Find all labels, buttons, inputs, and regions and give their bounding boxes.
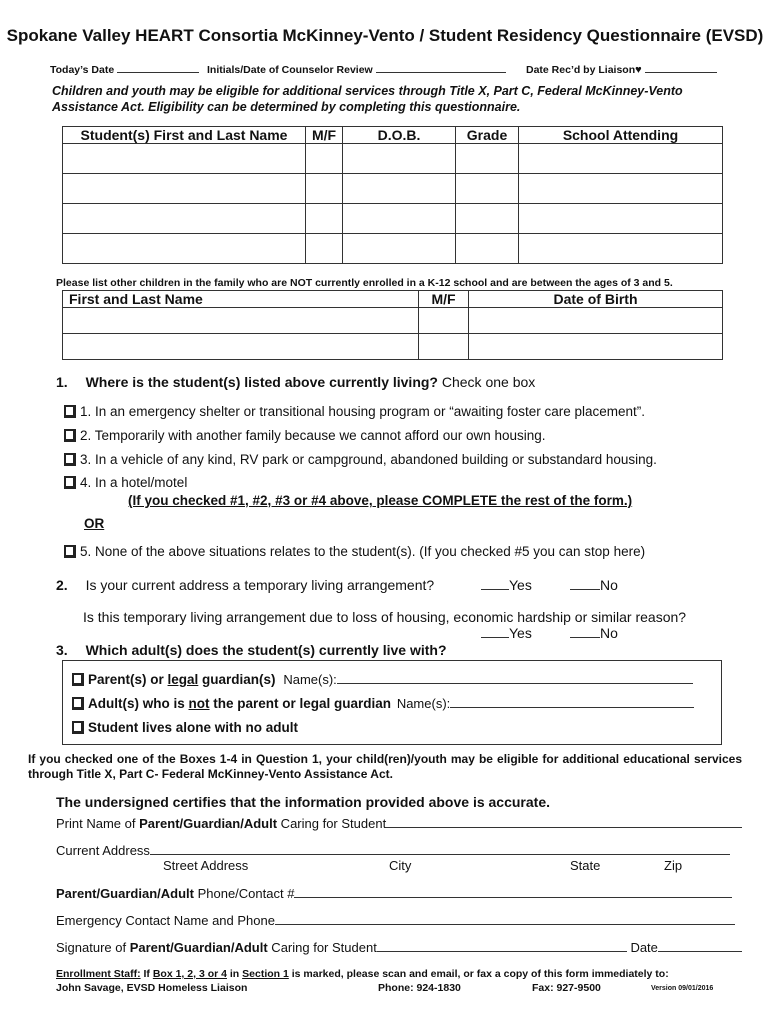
street-address-label: Street Address xyxy=(163,858,249,873)
q2-yes-label: Yes xyxy=(509,577,532,593)
q3-opt2-not: not xyxy=(188,696,210,711)
question-3 xyxy=(56,642,447,658)
print-name-label: Print Name of xyxy=(56,816,140,831)
todays-date-field[interactable] xyxy=(50,61,199,76)
signature-pga: Parent/Guardian/Adult xyxy=(129,940,268,955)
q2-no-label: No xyxy=(600,577,618,593)
q2-followup-yes-field[interactable] xyxy=(481,625,532,641)
checkbox-icon[interactable] xyxy=(72,721,84,734)
phone-contact-line xyxy=(294,886,732,898)
q2-followup-no-field[interactable] xyxy=(570,625,618,641)
print-name-line xyxy=(386,816,742,828)
q2-no-field[interactable] xyxy=(570,577,618,593)
checkbox-icon[interactable] xyxy=(64,453,76,466)
col-grade: Grade xyxy=(456,127,519,144)
q2-followup-yes-line xyxy=(481,626,509,638)
other-children-note: Please list other children in the family who are NOT currently enrolled in a K-12 school and are between the ages of 3 and 5. xyxy=(56,277,673,289)
q1-option-3[interactable] xyxy=(64,452,657,467)
date-recd-field[interactable] xyxy=(526,61,717,76)
table-row[interactable] xyxy=(63,334,723,360)
q2-no-line xyxy=(570,578,600,590)
q1-number: 1. xyxy=(56,374,68,390)
checkbox-icon[interactable] xyxy=(72,697,84,710)
col-mf: M/F xyxy=(306,127,343,144)
q2-text: Is your current address a temporary living arrangement? xyxy=(85,577,435,593)
phone-contact-field[interactable] xyxy=(56,886,732,901)
q3-opt2-names-label: Name(s): xyxy=(396,696,451,711)
liaison-phone: Phone: 924-1830 xyxy=(378,982,461,994)
emergency-contact-field[interactable] xyxy=(56,913,735,928)
col-school: School Attending xyxy=(519,127,723,144)
q2-followup: Is this temporary living arrangement due to loss of housing, economic hardship or similar reason? xyxy=(83,609,687,625)
staff-label: Enrollment Staff: xyxy=(56,968,141,980)
question-1 xyxy=(56,374,535,390)
table-row[interactable] xyxy=(63,234,723,264)
students-table xyxy=(62,126,723,264)
col-first-last-name: First and Last Name xyxy=(63,291,419,308)
table-row[interactable] xyxy=(63,144,723,174)
checkbox-icon[interactable] xyxy=(64,429,76,442)
q1-option-5-label: 5. None of the above situations relates to the student(s). (If you checked #5 you can stop here) xyxy=(80,544,646,559)
q1-option-4-label: 4. In a hotel/motel xyxy=(80,475,188,490)
q2-followup-no-line xyxy=(570,626,600,638)
initials-label: Initials/Date of Counselor Review xyxy=(207,64,373,76)
certify-heading: The undersigned certifies that the information provided above is accurate. xyxy=(56,794,550,810)
q2-yes-field[interactable] xyxy=(481,577,532,593)
staff-section: Section 1 xyxy=(242,968,289,980)
q2-followup-no-label: No xyxy=(600,625,618,641)
other-children-table xyxy=(62,290,723,360)
initials-field[interactable] xyxy=(207,61,506,76)
signature-suffix: Caring for Student xyxy=(267,940,377,955)
q1-option-5[interactable] xyxy=(64,544,645,559)
or-divider: OR xyxy=(84,516,105,531)
q1-option-1[interactable] xyxy=(64,404,645,419)
q3-option-adult[interactable] xyxy=(72,696,694,711)
complete-note: (If you checked #1, #2, #3 or #4 above, please COMPLETE the rest of the form.) xyxy=(128,493,633,508)
checkbox-icon[interactable] xyxy=(64,545,76,558)
q1-option-2[interactable] xyxy=(64,428,546,443)
q3-opt1-names-line[interactable] xyxy=(337,672,693,684)
date-recd-label: Date Rec’d by Liaison xyxy=(526,64,636,76)
signature-label: Signature of xyxy=(56,940,130,955)
phone-contact-label: Phone/Contact # xyxy=(193,886,295,901)
q1-option-2-label: 2. Temporarily with another family because we cannot afford our own housing. xyxy=(80,428,546,443)
enrollment-staff-note xyxy=(56,968,669,980)
todays-date-line xyxy=(117,61,199,73)
signature-line xyxy=(377,940,627,952)
initials-line xyxy=(376,61,506,73)
q3-opt2-names-line[interactable] xyxy=(450,696,694,708)
col-other-mf: M/F xyxy=(419,291,469,308)
checkbox-icon[interactable] xyxy=(64,405,76,418)
q1-option-4[interactable] xyxy=(64,475,187,490)
current-address-line xyxy=(150,843,730,855)
q1-option-3-label: 3. In a vehicle of any kind, RV park or campground, abandoned building or substandard housing. xyxy=(80,452,657,467)
current-address-label: Current Address xyxy=(56,843,150,858)
signature-date-line xyxy=(658,940,742,952)
emergency-contact-line xyxy=(275,913,735,925)
q3-opt2-label: Adult(s) who is xyxy=(88,696,189,711)
col-dob: D.O.B. xyxy=(343,127,456,144)
q2-yes-line xyxy=(481,578,509,590)
table-row[interactable] xyxy=(63,204,723,234)
liaison-fax: Fax: 927-9500 xyxy=(532,982,601,994)
staff-instruction: is marked, please scan and email, or fax a copy of this form immediately to: xyxy=(288,968,669,980)
form-title: Spokane Valley HEART Consortia McKinney-Vento / Student Residency Questionnaire (EVSD) xyxy=(6,26,764,45)
q3-opt1-label: Parent(s) or xyxy=(88,672,168,687)
q2-followup-yes-label: Yes xyxy=(509,625,532,641)
staff-if: If xyxy=(140,968,153,980)
students-table-header xyxy=(63,127,723,144)
q3-text: Which adult(s) does the student(s) currently live with? xyxy=(85,642,447,658)
q3-opt2-rest: the parent or legal guardian xyxy=(209,696,392,711)
q3-option-alone[interactable] xyxy=(72,720,298,735)
q3-opt3-label: Student lives alone with no adult xyxy=(88,720,299,735)
intro-text: Children and youth may be eligible for additional services through Title X, Part C, Federal McKinney-Vento Assistance Act. Eligibility can be determined by completing this questionnaire. xyxy=(52,84,683,114)
table-row[interactable] xyxy=(63,308,723,334)
col-student-name: Student(s) First and Last Name xyxy=(63,127,306,144)
emergency-contact-label: Emergency Contact Name and Phone xyxy=(56,913,275,928)
version-label: Version 09/01/2016 xyxy=(651,985,714,992)
print-name-pga: Parent/Guardian/Adult xyxy=(139,816,278,831)
signature-date-label: Date xyxy=(630,940,658,955)
q3-opt1-legal: legal xyxy=(167,672,199,687)
staff-boxes: Box 1, 2, 3 or 4 xyxy=(152,968,227,980)
q3-number: 3. xyxy=(56,642,68,658)
q1-option-1-label: 1. In an emergency shelter or transitional housing program or “awaiting foster care placement”. xyxy=(80,404,646,419)
q3-opt1-names-label: Name(s): xyxy=(283,672,337,687)
checkbox-icon[interactable] xyxy=(72,673,84,686)
q3-option-parent[interactable] xyxy=(72,672,693,687)
zip-label: Zip xyxy=(664,858,683,873)
state-label: State xyxy=(570,858,601,873)
phone-pga: Parent/Guardian/Adult xyxy=(56,886,194,901)
col-date-of-birth: Date of Birth xyxy=(469,291,723,308)
q1-hint: Check one box xyxy=(441,374,536,390)
liaison-name: John Savage, EVSD Homeless Liaison xyxy=(56,982,248,994)
q2-number: 2. xyxy=(56,577,68,593)
signature-field[interactable] xyxy=(56,940,742,955)
staff-in: in xyxy=(226,968,243,980)
question-2 xyxy=(56,577,434,593)
eligibility-note: If you checked one of the Boxes 1-4 in Question 1, your child(ren)/youth may be eligible for additional educational services through Title X, Part C- Federal McKinney-Vento Assistance Act. xyxy=(28,752,742,781)
todays-date-label: Today’s Date xyxy=(50,64,115,76)
table-row[interactable] xyxy=(63,174,723,204)
checkbox-icon[interactable] xyxy=(64,476,76,489)
current-address-field[interactable] xyxy=(56,843,730,858)
other-table-header xyxy=(63,291,723,308)
q1-text: Where is the student(s) listed above currently living? xyxy=(85,374,438,390)
heart-icon: ♥ xyxy=(635,64,642,76)
q3-opt1-guardians: guardian(s) xyxy=(198,672,276,687)
date-recd-line xyxy=(645,61,717,73)
city-label: City xyxy=(389,858,412,873)
print-name-suffix: Caring for Student xyxy=(277,816,387,831)
print-name-field[interactable] xyxy=(56,816,742,831)
